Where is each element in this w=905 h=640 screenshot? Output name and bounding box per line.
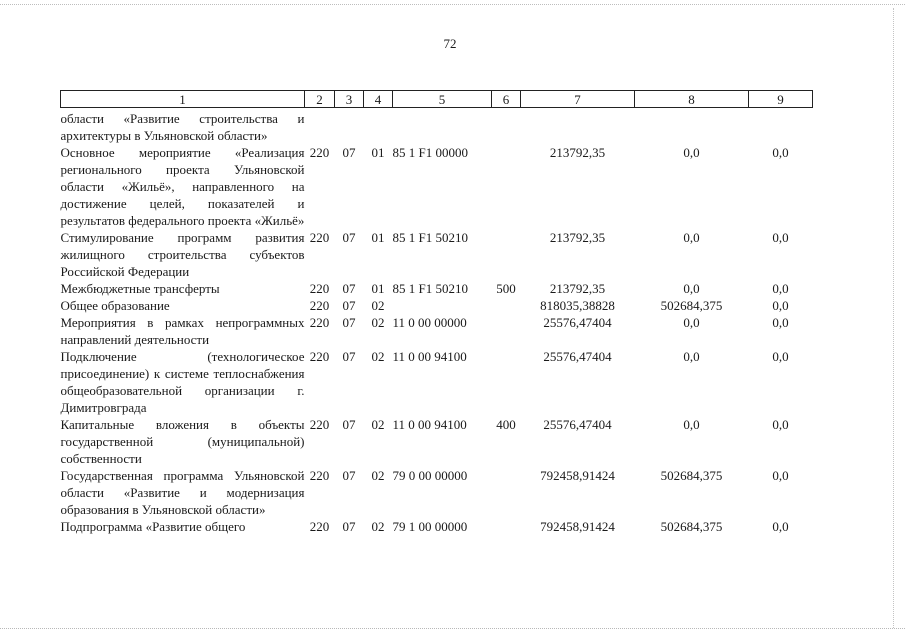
row-sum-col9: 0,0 (772, 315, 789, 330)
row-sum-col8: 0,0 (683, 230, 700, 245)
row-name: Подключение (технологическое присоединение) к системе теплоснабжения общеобразовательной организации г. Димитровграда (60, 349, 305, 415)
row-name: Подпрограмма «Развитие общего (60, 519, 246, 534)
row-podrazdel: 02 (371, 417, 385, 432)
row-expense-type (492, 314, 521, 348)
row-grbs: 220 (309, 349, 330, 364)
row-sum-col9: 0,0 (772, 468, 789, 483)
row-podrazdel: 01 (371, 230, 385, 245)
row-podrazdel: 02 (371, 349, 385, 364)
row-sum-col9: 0,0 (772, 349, 789, 364)
row-name: Мероприятия в рамках непрограммных направлений деятельности (60, 315, 305, 347)
row-expense-type (492, 348, 521, 416)
page-edge-top (0, 4, 905, 5)
row-name: Основное мероприятие «Реализация регионального проекта Ульяновской области «Жильё», направленного на достижение целей, показателей и результатов федерального проекта «Жильё» (60, 145, 305, 228)
row-sum-col8: 502684,375 (660, 298, 723, 313)
row-sum-col8 (635, 108, 749, 145)
row-target-article (393, 297, 492, 314)
table-row (61, 518, 813, 535)
row-grbs: 220 (309, 417, 330, 432)
row-sum-col7: 792458,91424 (540, 519, 615, 534)
row-sum-col7: 213792,35 (549, 281, 606, 296)
row-grbs (305, 108, 335, 145)
row-razdel: 07 (342, 468, 356, 483)
row-podrazdel: 02 (371, 468, 385, 483)
header-cell-2: 2 (305, 91, 335, 108)
row-sum-col8: 0,0 (683, 145, 700, 160)
row-sum-col9: 0,0 (772, 519, 789, 534)
table-row (61, 416, 813, 467)
row-razdel (335, 108, 364, 145)
table-row (61, 108, 813, 145)
row-name: Межбюджетные трансферты (60, 281, 220, 296)
table-row (61, 144, 813, 229)
row-name: Общее образование (60, 298, 170, 313)
row-sum-col8: 0,0 (683, 417, 700, 432)
row-name: Стимулирование программ развития жилищного строительства субъектов Российской Федерации (60, 230, 305, 279)
row-sum-col7: 213792,35 (549, 230, 606, 245)
table-row (61, 348, 813, 416)
row-expense-type (492, 108, 521, 145)
row-razdel: 07 (342, 298, 356, 313)
row-razdel: 07 (342, 315, 356, 330)
page-edge-bottom (0, 628, 905, 629)
row-expense-type (492, 297, 521, 314)
row-podrazdel: 02 (371, 315, 385, 330)
row-grbs: 220 (309, 315, 330, 330)
row-sum-col8: 0,0 (683, 349, 700, 364)
table-header-row (61, 91, 813, 108)
row-grbs: 220 (309, 519, 330, 534)
row-sum-col8: 502684,375 (660, 468, 723, 483)
row-sum-col9: 0,0 (772, 145, 789, 160)
header-cell-5: 5 (393, 91, 492, 108)
table-row (61, 297, 813, 314)
row-target-article: 85 1 F1 50210 (392, 281, 468, 296)
row-razdel: 07 (342, 349, 356, 364)
header-cell-3: 3 (335, 91, 364, 108)
page-number: 72 (443, 36, 457, 51)
header-cell-9: 9 (749, 91, 813, 108)
row-podrazdel (364, 108, 393, 145)
row-target-article: 85 1 F1 50210 (392, 230, 468, 245)
row-sum-col7: 25576,47404 (543, 315, 612, 330)
row-expense-type: 400 (496, 417, 516, 432)
row-sum-col7: 25576,47404 (543, 417, 612, 432)
row-podrazdel: 02 (371, 519, 385, 534)
row-grbs: 220 (309, 298, 330, 313)
row-name: области «Развитие строительства и архитектуры в Ульяновской области» (60, 111, 305, 143)
row-razdel: 07 (342, 519, 356, 534)
row-razdel: 07 (342, 145, 356, 160)
row-razdel: 07 (342, 230, 356, 245)
row-target-article: 11 0 00 94100 (392, 349, 467, 364)
row-sum-col7 (521, 108, 635, 145)
row-sum-col7: 792458,91424 (540, 468, 615, 483)
row-target-article: 11 0 00 94100 (392, 417, 467, 432)
row-expense-type (492, 467, 521, 518)
row-sum-col7: 25576,47404 (543, 349, 612, 364)
row-expense-type (492, 229, 521, 280)
row-grbs: 220 (309, 145, 330, 160)
table-row (61, 280, 813, 297)
row-podrazdel: 01 (371, 145, 385, 160)
row-target-article (393, 108, 492, 145)
row-razdel: 07 (342, 281, 356, 296)
row-name: Капитальные вложения в объекты государственной (муниципальной) собственности (60, 417, 305, 466)
row-sum-col7: 818035,38828 (540, 298, 615, 313)
row-sum-col8: 0,0 (683, 315, 700, 330)
row-podrazdel: 02 (371, 298, 385, 313)
table-row (61, 229, 813, 280)
header-cell-7: 7 (521, 91, 635, 108)
row-expense-type (492, 144, 521, 229)
budget-table (60, 90, 813, 535)
row-podrazdel: 01 (371, 281, 385, 296)
page-edge-right (893, 8, 894, 628)
table-row (61, 314, 813, 348)
header-cell-8: 8 (635, 91, 749, 108)
row-sum-col8: 502684,375 (660, 519, 723, 534)
row-sum-col9: 0,0 (772, 230, 789, 245)
row-sum-col9: 0,0 (772, 298, 789, 313)
header-cell-4: 4 (364, 91, 393, 108)
row-expense-type: 500 (496, 281, 516, 296)
row-target-article: 11 0 00 00000 (392, 315, 467, 330)
row-sum-col9: 0,0 (772, 281, 789, 296)
row-name: Государственная программа Ульяновской области «Развитие и модернизация образования в Ульяновской области» (60, 468, 305, 517)
row-sum-col9 (749, 108, 813, 145)
header-cell-6: 6 (492, 91, 521, 108)
row-grbs: 220 (309, 281, 330, 296)
row-target-article: 79 0 00 00000 (392, 468, 468, 483)
row-sum-col7: 213792,35 (549, 145, 606, 160)
row-grbs: 220 (309, 468, 330, 483)
row-target-article: 85 1 F1 00000 (392, 145, 468, 160)
row-expense-type (492, 518, 521, 535)
row-sum-col9: 0,0 (772, 417, 789, 432)
table-row (61, 467, 813, 518)
row-target-article: 79 1 00 00000 (392, 519, 468, 534)
row-grbs: 220 (309, 230, 330, 245)
header-cell-1: 1 (61, 91, 305, 108)
row-sum-col8: 0,0 (683, 281, 700, 296)
row-razdel: 07 (342, 417, 356, 432)
